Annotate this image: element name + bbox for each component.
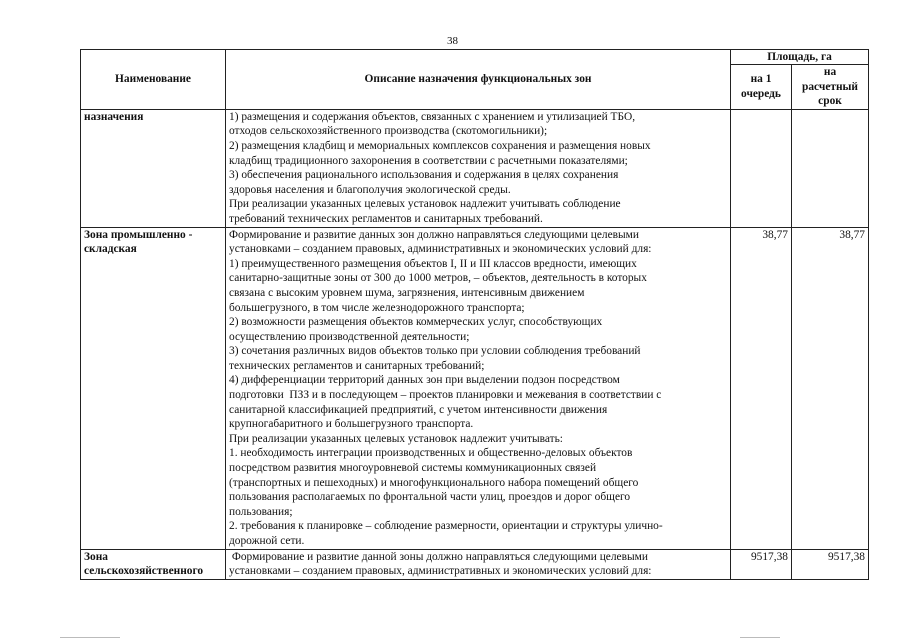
description-line: отходов сельскохозяйственного производства (скотомогильники);	[229, 125, 548, 138]
description-line: установками – созданием правовых, административных и экономических условий для:	[229, 565, 652, 578]
description-line: Формирование и развитие данной зоны должно направляться следующими целевыми	[229, 550, 648, 563]
scan-artifact	[60, 637, 120, 638]
header-calc-term: на расчетный срок	[792, 65, 869, 110]
description-line: При реализации указанных целевых установок надлежит учитывать соблюдение	[229, 198, 621, 211]
header-area: Площадь, га	[731, 50, 869, 65]
description-line: При реализации указанных целевых установок надлежит учитывать:	[229, 432, 563, 445]
description-line: санитарной классификацией предприятий, с учетом интенсивности движения	[229, 403, 608, 416]
description-line: 1) преимущественного размещения объектов I, II и III классов вредности, имеющих	[229, 257, 637, 270]
zone-name-line: Зона промышленно -	[84, 228, 193, 241]
description-line: 2) возможности размещения объектов коммерческих услуг, способствующих	[229, 316, 603, 329]
area-calc-term-cell	[792, 109, 869, 227]
header-first-stage: на 1 очередь	[731, 65, 792, 110]
description-line: здоровья населения и благополучия экологической среды.	[229, 183, 511, 196]
description-line: 1) размещения и содержания объектов, связанных с хранением и утилизацией ТБО,	[229, 110, 636, 123]
zone-name-line: назначения	[84, 110, 144, 123]
description-line: Формирование и развитие данных зон должно направляться следующими целевыми	[229, 228, 639, 241]
description-line: (транспортных и пешеходных) и многофункционального набора помещений общего	[229, 476, 639, 489]
description-line: 2) размещения кладбищ и мемориальных комплексов сохранения и размещения новых	[229, 139, 651, 152]
area-first-stage-cell: 38,77	[731, 227, 792, 549]
description-line: 3) обеспечения рационального использования и содержания в целях сохранения	[229, 169, 619, 182]
description-line: требований технических регламентов и санитарных требований.	[229, 212, 543, 225]
description-line: 3) сочетания различных видов объектов только при условии соблюдения требований	[229, 345, 641, 358]
description-line: большегрузного, в том числе железнодорожного транспорта;	[229, 301, 525, 314]
zone-description-cell	[226, 109, 731, 227]
area-calc-term-cell: 9517,38	[792, 549, 869, 579]
description-line: кладбищ традиционного захоронения в соответствии с расчетными показателями;	[229, 154, 628, 167]
page-number: 38	[447, 35, 458, 47]
description-line: 2. требования к планировке – соблюдение размерности, ориентации и структуры улично-	[229, 520, 663, 533]
area-first-stage-cell: 9517,38	[731, 549, 792, 579]
description-line: 1. необходимость интеграции производственных и общественно-деловых объектов	[229, 447, 633, 460]
description-line: санитарно-защитные зоны от 300 до 1000 метров, – объектов, деятельность в которых	[229, 272, 647, 285]
area-first-stage-cell	[731, 109, 792, 227]
zone-name-line: Зона	[84, 550, 108, 563]
zone-name-line: складская	[84, 243, 137, 256]
zone-name-cell	[81, 109, 226, 227]
zone-name-cell	[81, 227, 226, 549]
zone-description-cell	[226, 549, 731, 579]
zone-description-cell	[226, 227, 731, 549]
description-line: подготовки ПЗЗ и в последующем – проектов планировки и межевания в соответствии с	[229, 389, 662, 402]
description-line: осуществлению производственной деятельности;	[229, 330, 470, 343]
zone-name-line: сельскохозяйственного	[84, 565, 204, 578]
description-line: крупногабаритного и большегрузного транспорта.	[229, 418, 474, 431]
zone-name-cell	[81, 549, 226, 579]
header-description: Описание назначения функциональных зон	[226, 50, 731, 110]
scan-artifact	[740, 637, 780, 638]
table-row	[81, 549, 869, 579]
header-name: Наименование	[81, 50, 226, 110]
description-line: связана с высоким уровнем шума, загрязнения, интенсивным движением	[229, 286, 585, 299]
description-line: пользования;	[229, 505, 293, 518]
description-line: посредством развития многоуровневой системы коммуникационных связей	[229, 462, 597, 475]
area-calc-term-cell: 38,77	[792, 227, 869, 549]
description-line: 4) дифференциации территорий данных зон при выделении подзон посредством	[229, 374, 620, 387]
description-line: технических регламентов и санитарных требований;	[229, 359, 485, 372]
description-line: установками – созданием правовых, административных и экономических условий для:	[229, 243, 652, 256]
zones-table	[80, 49, 869, 580]
table-row	[81, 109, 869, 227]
description-line: пользования располагаемых по фронтальной части улиц, проездов и дорог общего	[229, 491, 631, 504]
table-row	[81, 227, 869, 549]
description-line: дорожной сети.	[229, 535, 305, 547]
